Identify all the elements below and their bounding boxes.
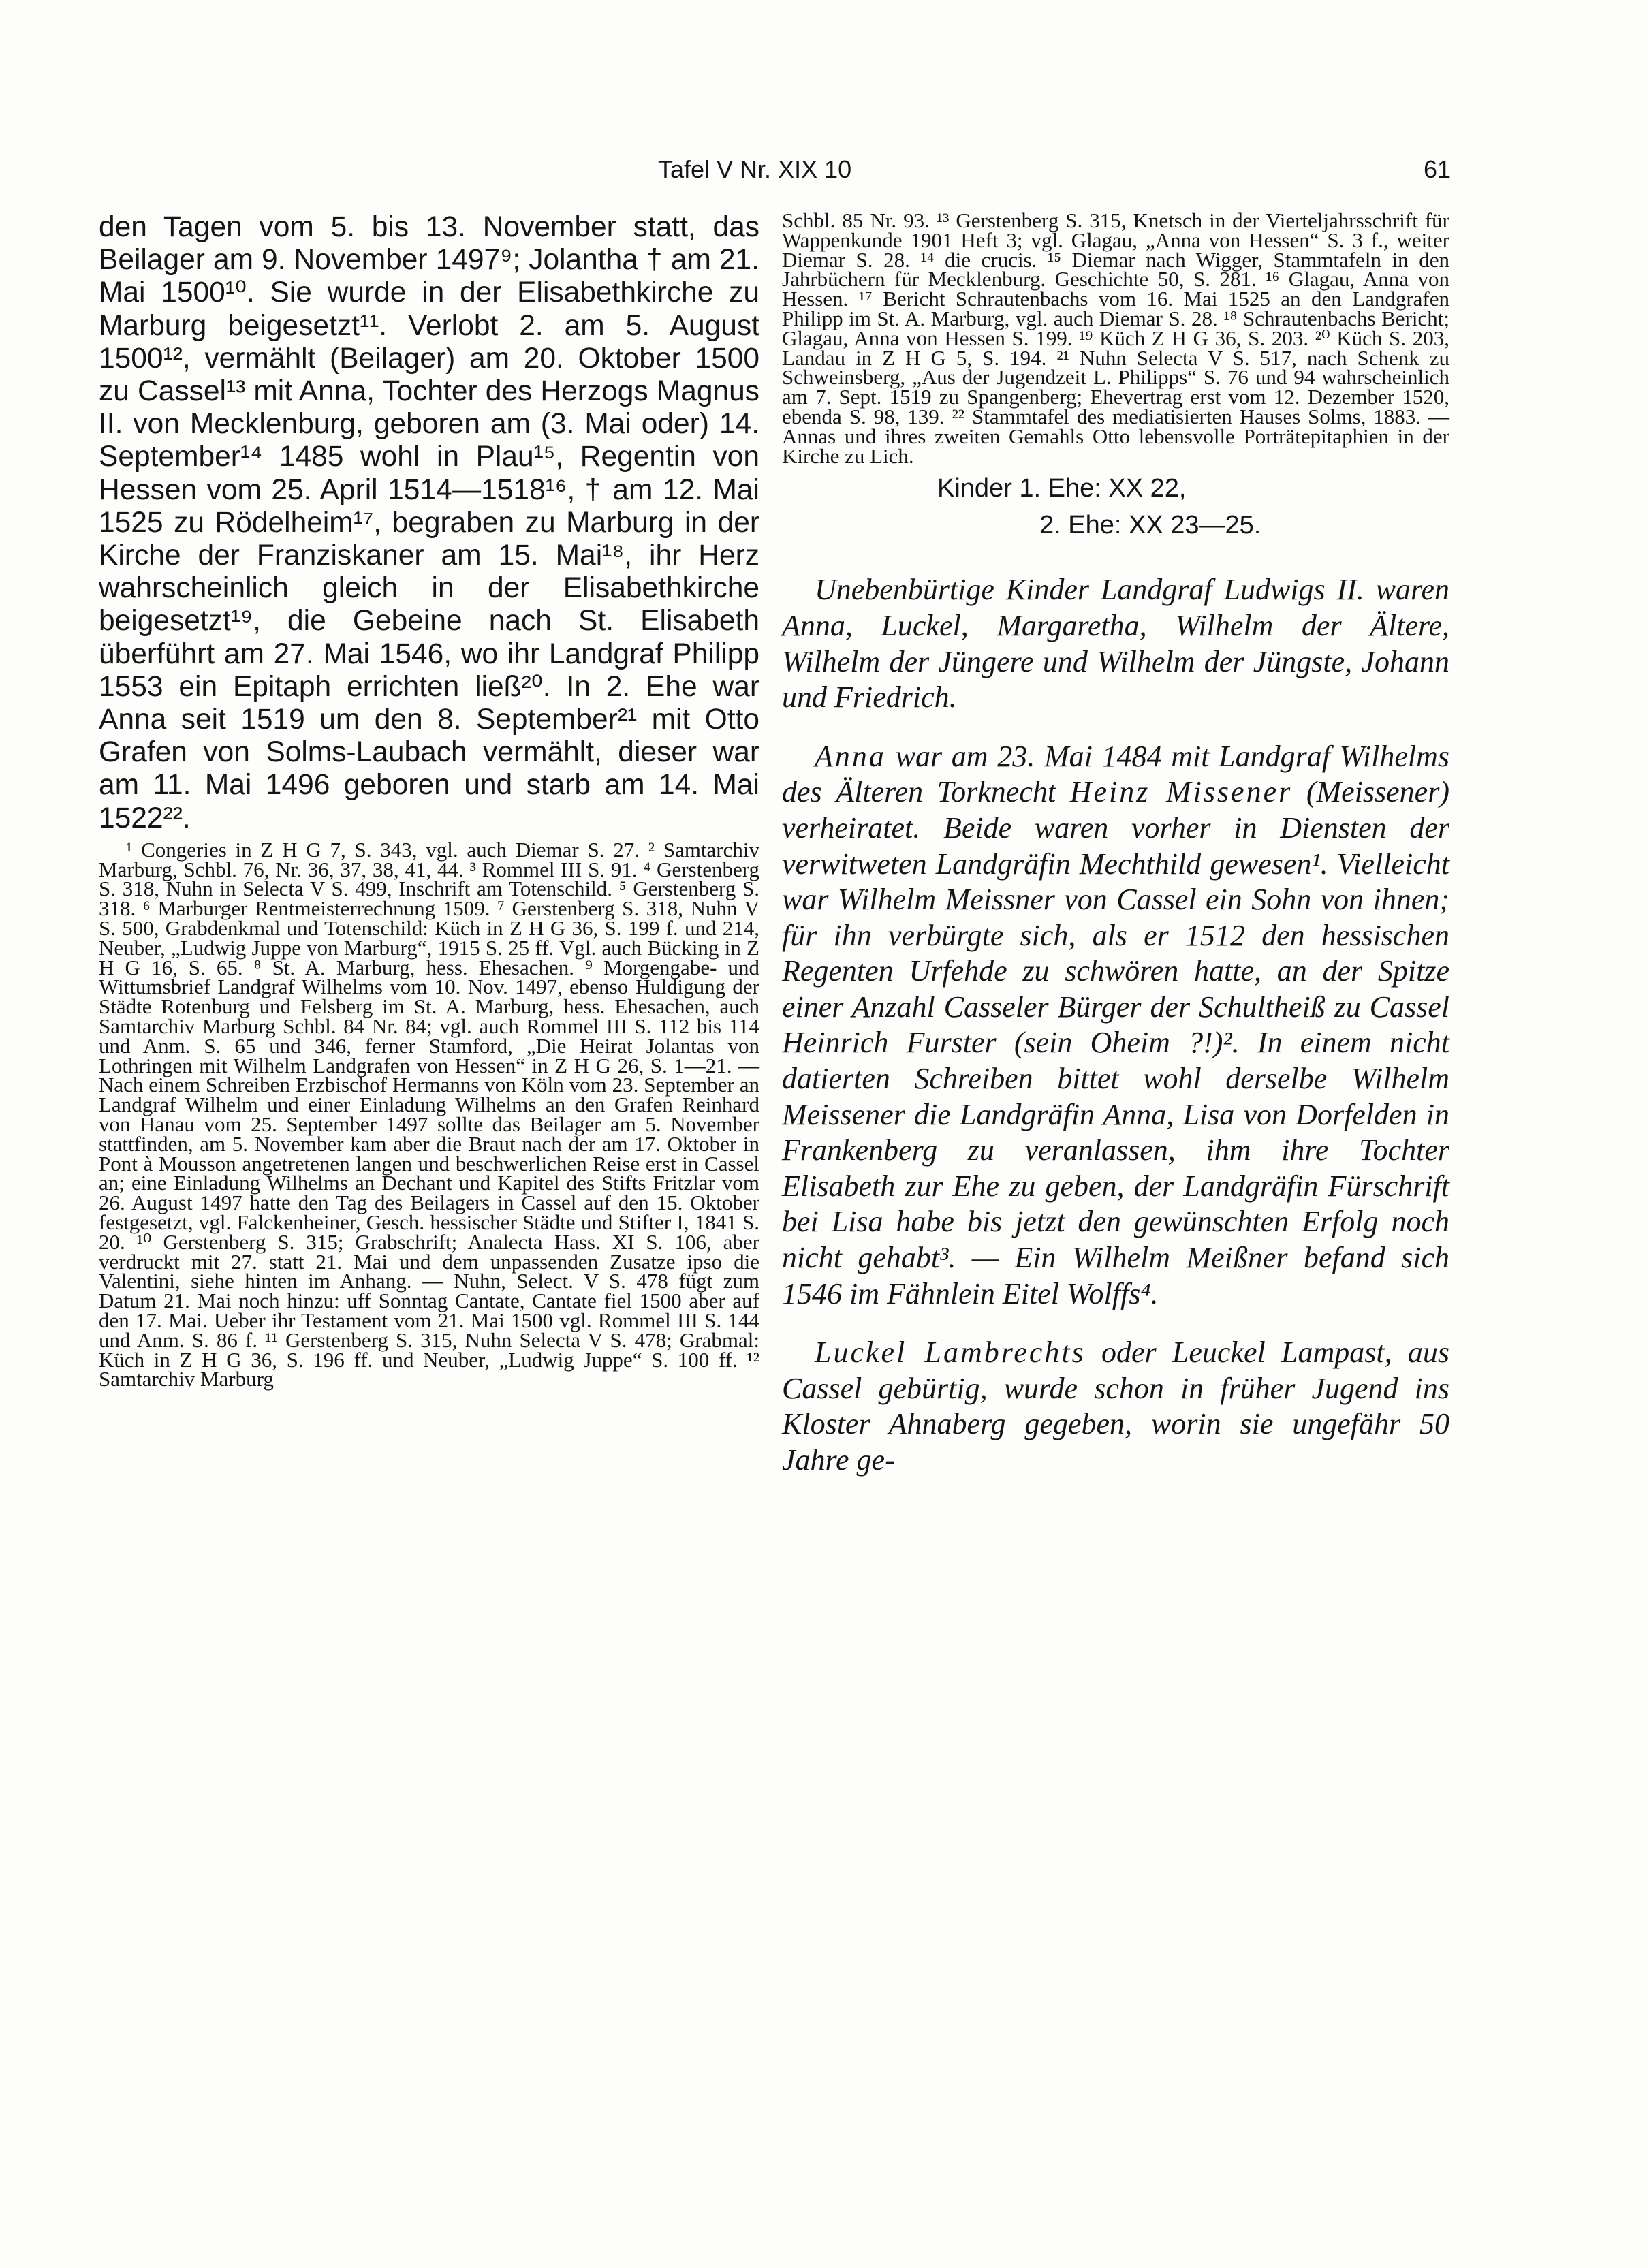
children-line-2: 2. Ehe: XX 23—25. — [1039, 511, 1261, 540]
page-number: 61 — [1424, 155, 1452, 183]
footnotes-right — [782, 208, 1449, 468]
person-name-luckel: Luckel Lambrechts — [815, 1336, 1086, 1370]
running-title: Tafel V Nr. XIX 10 — [658, 155, 852, 183]
footnotes-left — [99, 837, 759, 1391]
anna-paragraph — [782, 739, 1449, 1312]
main-paragraph: den Tagen vom 5. bis 13. November statt, das Beilager am 9. November 1497⁹; Jolantha † am 21. Mai 1500¹⁰. Sie wurde in der Elisabethkirche zu Marburg beigesetzt¹¹. Verlobt 2. am 5. August 1500¹², vermählt (Beilager) am 20. Oktober 1500 zu Cassel¹³ mit Anna, Tochter des Herzogs Magnus II. von Mecklenburg, geboren am (3. Mai oder) 14. September¹⁴ 1485 wohl in Plau¹⁵, Regentin von Hessen vom 25. April 1514—1518¹⁶, † am 12. Mai 1525 zu Rödelheim¹⁷, begraben zu Marburg in der Kirche der Franziskaner am 15. Mai¹⁸, ihr Herz wahrscheinlich gleich in der Elisabethkirche beigesetzt¹⁹, die Gebeine nach St. Elisabeth überführt am 27. Mai 1546, wo ihr Landgraf Philipp 1553 ein Epitaph errichten ließ²⁰. In 2. Ehe war Anna seit 1519 um den 8. September²¹ mit Otto Grafen von Solms-Laubach vermählt, dieser war am 11. Mai 1496 geboren und starb am 14. Mai 1522²². — [99, 211, 759, 834]
children-line-1: Kinder 1. Ehe: XX 22, — [937, 474, 1187, 503]
left-column — [99, 211, 759, 1389]
children-list — [782, 470, 1449, 544]
main-text-block — [99, 211, 759, 835]
right-column — [782, 208, 1449, 1479]
anna-text-a: war am 23. Mai 1484 mit Landgraf Wilhelms des Älteren Torknecht — [782, 739, 1449, 809]
italic-section — [782, 572, 1449, 1478]
footnote-continuation: Schbl. 85 Nr. 93. ¹³ Gerstenberg S. 315, Knetsch in der Vierteljahrsschrift für Wappenkunde 1901 Heft 3; vgl. Glagau, „Anna von Hessen“ S. 3 f., weiter Diemar S. 28. ¹⁴ die crucis. ¹⁵ Diemar nach Wigger, Stammtafeln in den Jahrbüchern für Mecklenburg. Geschichte 50, S. 281. ¹⁶ Glagau, Anna von Hessen. ¹⁷ Bericht Schrautenbachs vom 16. Mai 1525 an den Landgrafen Philipp im St. A. Marburg, vgl. auch Diemar S. 28. ¹⁸ Schrautenbachs Bericht; Glagau, Anna von Hessen S. 199. ¹⁹ Küch Z H G 36, S. 203. ²⁰ Küch S. 203, Landau in Z H G 5, S. 194. ²¹ Nuhn Selecta V S. 517, nach Schenk zu Schweinsberg, „Aus der Jugendzeit L. Philipps“ S. 76 und 94 wahrscheinlich am 7. Sept. 1519 zu Spangenberg; Ehevertrag erst vom 12. Dezember 1520, ebenda S. 98, 139. ²² Stammtafel des mediatisierten Hauses Solms, 1883. — Annas und ihres zweiten Gemahls Otto lebensvolle Porträtepitaphien in der Kirche zu Lich. — [782, 208, 1449, 468]
illegitimate-children-paragraph: Unebenbürtige Kinder Landgraf Ludwigs II. waren Anna, Luckel, Margaretha, Wilhelm der Ältere, Wilhelm der Jüngere und Wilhelm der Jüngste, Johann und Friedrich. — [782, 573, 1449, 714]
anna-text-b: (Meissener) verheiratet. Beide waren vorher in Diensten der verwitweten Landgräfin Mechthild gewesen¹. Vielleicht war Wilhelm Meissner von Cassel ein Sohn von ihnen; für ihn verbürgte sich, als er 1512 den hessischen Regenten Urfehde zu schwören hatte, an der Spitze einer Anzahl Casseler Bürger der Schultheiß zu Cassel Heinrich Furster (sein Oheim ?!)². In einem nicht datierten Schreiben bittet wohl derselbe Wilhelm Meissener die Landgräfin Anna, Lisa von Dorfelden in Frankenberg zu veranlassen, ihm ihre Tochter Elisabeth zur Ehe zu geben, der Landgräfin Fürschrift bei Lisa habe bis jetzt den gewünschten Erfolg noch nicht gehabt³. — Ein Wilhelm Meißner befand sich 1546 im Fähnlein Eitel Wolffs⁴. — [782, 775, 1449, 1310]
page-header — [0, 155, 1647, 196]
person-name-anna: Anna — [815, 739, 886, 773]
luckel-text: oder Leuckel Lampast, aus Cassel gebürtig, wurde schon in früher Jugend ins Kloster Ahnaberg gegeben, worin sie ungefähr 50 Jahre ge- — [782, 1336, 1449, 1477]
footnote-block: ¹ Congeries in Z H G 7, S. 343, vgl. auch Diemar S. 27. ² Samtarchiv Marburg, Schbl. 76, Nr. 36, 37, 38, 41, 44. ³ Rommel III S. 91. ⁴ Gerstenberg S. 318, Nuhn in Selecta V S. 499, Inschrift am Totenschild. ⁵ Gerstenberg S. 318. ⁶ Marburger Rentmeisterrechnung 1509. ⁷ Gerstenberg S. 318, Nuhn V S. 500, Grabdenkmal und Totenschild: Küch in Z H G 36, S. 199 f. und 214, Neuber, „Ludwig Juppe von Marburg“, 1915 S. 25 ff. Vgl. auch Bücking in Z H G 16, S. 65. ⁸ St. A. Marburg, hess. Ehesachen. ⁹ Morgengabe- und Wittumsbrief Landgraf Wilhelms vom 10. Nov. 1497, ebenso Huldigung der Städte Rotenburg und Felsberg im St. A. Marburg, hess. Ehesachen, auch Samtarchiv Marburg Schbl. 84 Nr. 84; vgl. auch Rommel III S. 112 bis 114 und Anm. S. 65 und 346, ferner Stamford, „Die Heirat Jolantas von Lothringen mit Wilhelm Landgrafen von Hessen“ in Z H G 26, S. 1—21. — Nach einem Schreiben Erzbischof Hermanns von Köln vom 23. September an Landgraf Wilhelm und einer Einladung Wilhelms an den Grafen Reinhard von Hanau vom 25. September 1497 sollte das Beilager am 5. November stattfinden, am 5. November kam aber die Braut nach der am 17. Oktober in Pont à Mousson angetretenen langen und beschwerlichen Reise erst in Cassel an; eine Einladung Wilhelms an Dechant und Kapitel des Stifts Fritzlar vom 26. August 1497 hatte den Tag des Beilagers in Cassel auf den 15. Oktober festgesetzt, vgl. Falckenheiner, Gesch. hessischer Städte und Stifter I, 1841 S. 20. ¹⁰ Gerstenberg S. 315; Grabschrift; Analecta Hass. XI S. 106, aber verdruckt mit 27. statt 21. Mai und dem unpassenden Zusatze ipso die Valentini, siehe hinten im Anhang. — Nuhn, Select. V S. 478 fügt zum Datum 21. Mai noch hinzu: uff Sonntag Cantate, Cantate fiel 1500 aber auf den 17. Mai. Ueber ihr Testament vom 21. Mai 1500 vgl. Rommel III S. 144 und Anm. S. 86 f. ¹¹ Gerstenberg S. 315, Nuhn Selecta V S. 478; Grabmal: Küch in Z H G 36, S. 196 ff. und Neuber, „Ludwig Juppe“ S. 100 ff. ¹² Samtarchiv Marburg — [99, 837, 759, 1391]
person-name-heinz: Heinz Missener — [1069, 775, 1293, 809]
luckel-paragraph — [782, 1335, 1449, 1478]
